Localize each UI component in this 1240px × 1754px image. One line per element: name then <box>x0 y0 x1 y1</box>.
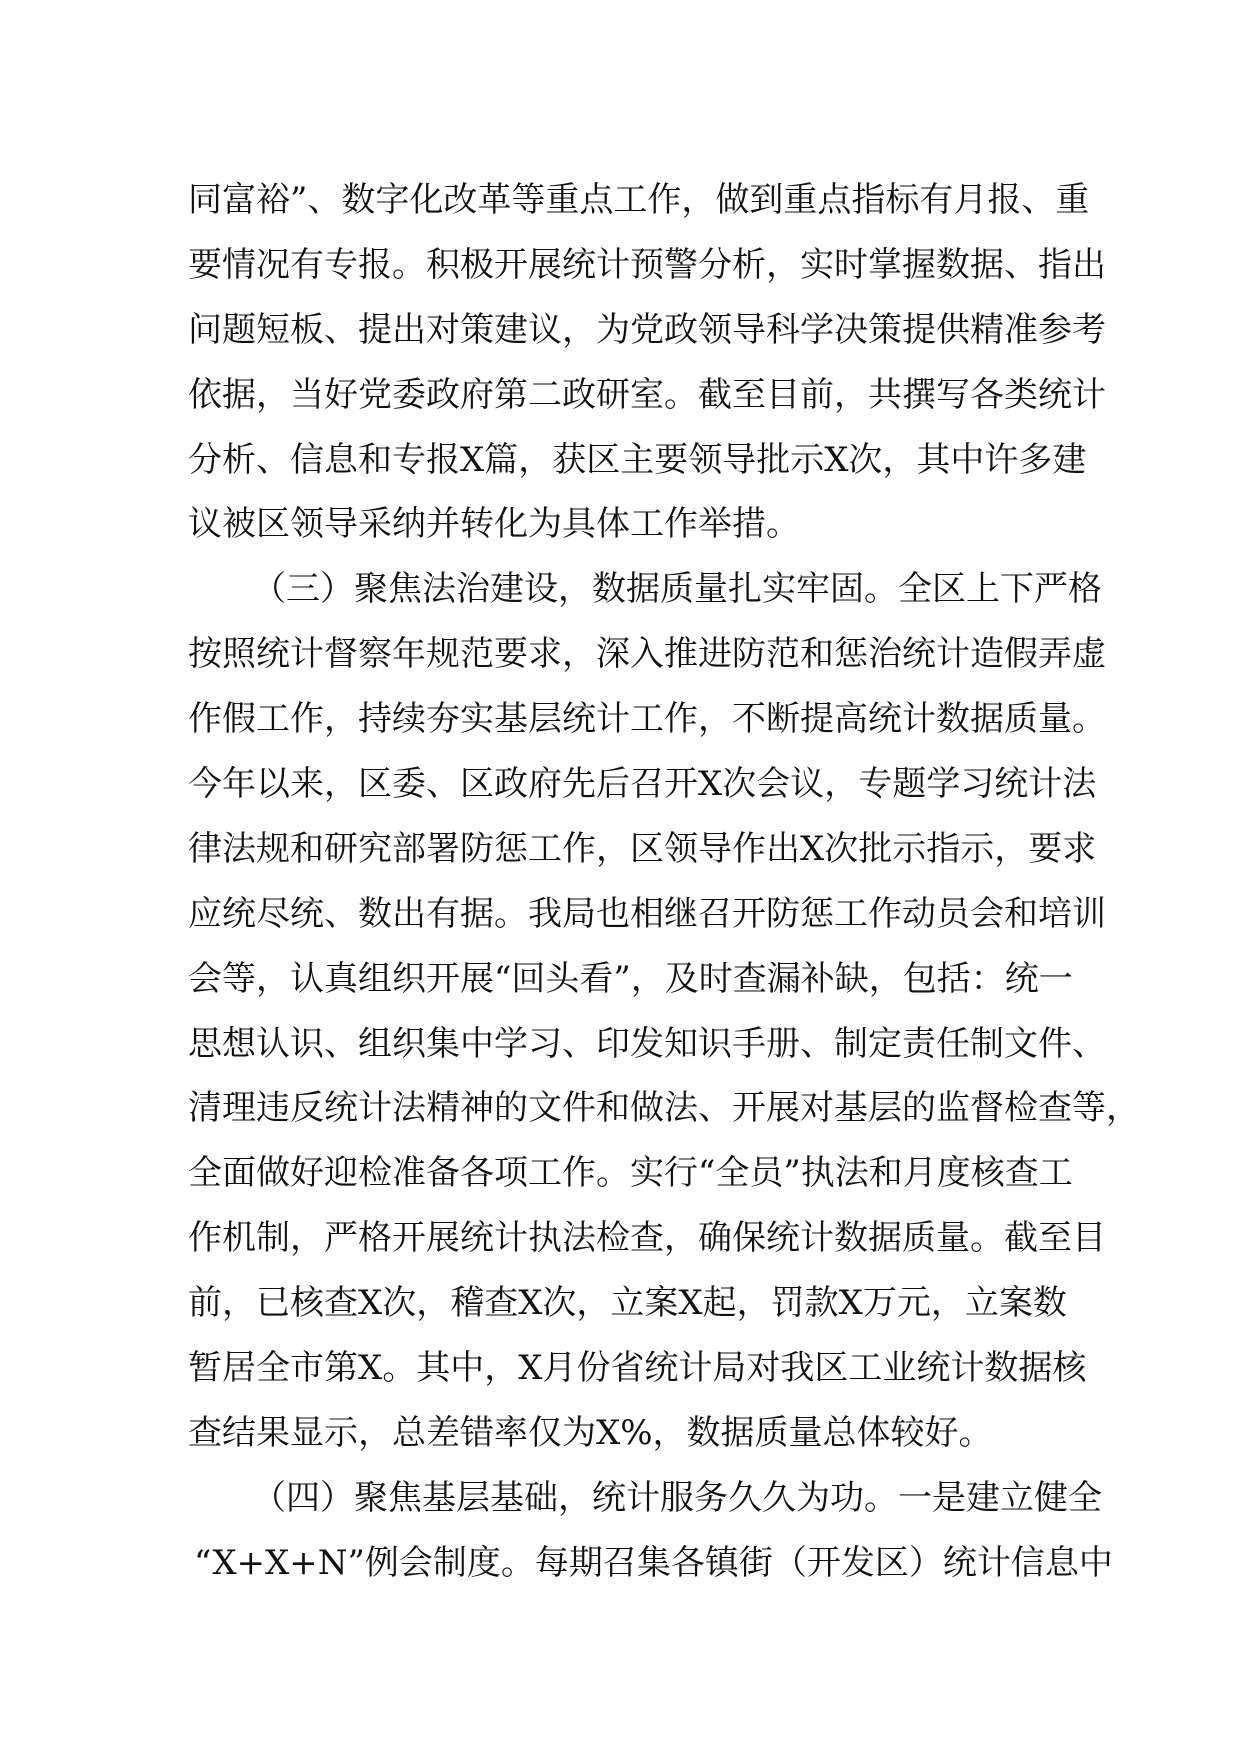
text-line: 前，已核查X次，稽查X次，立案X起，罚款X万元，立案数 <box>188 1283 1067 1324</box>
text-line: 依据，当好党委政府第二政研室。截至目前，共撰写各类统计 <box>188 374 1106 415</box>
text-line: “X+X+N”例会制度。每期召集各镇街（开发区）统计信息中 <box>194 1542 1113 1583</box>
text-line: 今年以来，区委、区政府先后召开X次会议，专题学习统计法 <box>188 764 1097 805</box>
text-line: 应统尽统、数出有据。我局也相继召开防惩工作动员会和培训 <box>188 893 1106 934</box>
text-line: 作假工作，持续夯实基层统计工作，不断提高统计数据质量。 <box>188 699 1106 740</box>
text-line: 分析、信息和专报X篇，获区主要领导批示X次，其中许多建 <box>188 439 1087 480</box>
text-line: 同富裕”、数字化改革等重点工作，做到重点指标有月报、重 <box>188 180 1090 220</box>
text-line: 清理违反统计法精神的文件和做法、开展对基层的监督检查等， <box>188 1088 1140 1129</box>
text-line: 思想认识、组织集中学习、印发知识手册、制定责任制文件、 <box>188 1023 1106 1064</box>
text-line: 作机制，严格开展统计执法检查，确保统计数据质量。截至目 <box>188 1218 1106 1259</box>
text-line: 要情况有专报。积极开展统计预警分析，实时掌握数据、指出 <box>188 244 1106 285</box>
text-line: 议被区领导采纳并转化为具体工作举措。 <box>188 504 800 545</box>
text-line: 问题短板、提出对策建议，为党政领导科学决策提供精准参考 <box>188 309 1106 350</box>
section-heading-line: （四）聚焦基层基础，统计服务久久为功。一是建立健全 <box>252 1477 1102 1518</box>
text-line: 查结果显示，总差错率仅为X%，数据质量总体较好。 <box>188 1412 993 1453</box>
text-line: 律法规和研究部署防惩工作，区领导作出X次批示指示，要求 <box>188 828 1097 869</box>
section-heading-line: （三）聚焦法治建设，数据质量扎实牢固。全区上下严格 <box>252 569 1102 610</box>
text-line: 按照统计督察年规范要求，深入推进防范和惩治统计造假弄虚 <box>188 634 1106 675</box>
body-text <box>188 168 1140 1596</box>
text-line: 会等，认真组织开展“回头看”，及时查漏补缺，包括：统一 <box>188 958 1073 999</box>
text-line: 暂居全市第X。其中，X月份省统计局对我区工业统计数据核 <box>188 1348 1087 1389</box>
text-line: 全面做好迎检准备各项工作。实行“全员”执法和月度核查工 <box>188 1153 1073 1194</box>
